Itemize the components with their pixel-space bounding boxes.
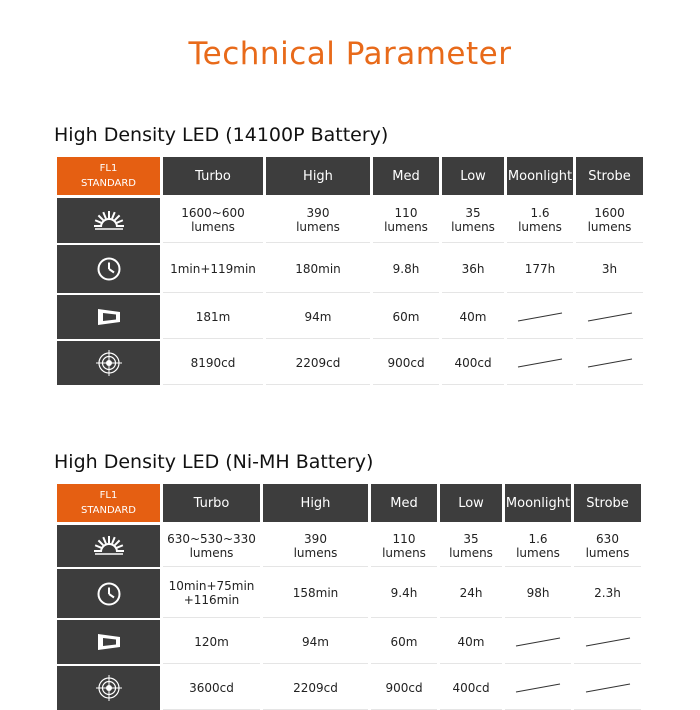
value-text: 35	[463, 531, 479, 546]
value-cell	[263, 569, 368, 618]
mode-header-turbo: Turbo	[163, 484, 260, 522]
value-text: 9.4h	[390, 586, 418, 600]
value-cell	[163, 666, 260, 710]
value-text: 24h	[459, 586, 483, 600]
table-row	[57, 341, 643, 385]
value-text: 40m	[457, 634, 485, 649]
value-text: 110	[394, 206, 418, 220]
value-cell	[574, 569, 641, 618]
value-cell	[505, 620, 571, 664]
table-row	[57, 569, 641, 618]
value-text: 60m	[392, 309, 420, 324]
value-text: lumens	[296, 220, 340, 234]
value-text: lumens	[384, 220, 428, 234]
not-applicable-dash	[583, 680, 633, 696]
value-cell	[507, 295, 573, 339]
target-intensity-icon	[89, 348, 129, 378]
table-row	[57, 245, 643, 293]
value-text: 35	[465, 206, 481, 220]
model-label: FL1	[99, 163, 118, 174]
not-applicable-dash	[513, 680, 563, 696]
value-text: 390	[306, 206, 330, 220]
value-cell	[163, 341, 263, 385]
value-cell	[440, 569, 502, 618]
brightness-icon	[89, 206, 129, 236]
value-cell	[507, 245, 573, 293]
value-cell	[442, 198, 504, 243]
section-heading: High Density LED (14100P Battery)	[54, 124, 389, 146]
value-text: 181m	[195, 309, 231, 324]
value-cell	[163, 525, 260, 567]
not-applicable-dash	[513, 634, 563, 650]
value-text: 3600cd	[189, 680, 234, 695]
value-cell	[266, 245, 370, 293]
value-cell	[576, 295, 643, 339]
value-text: lumens	[191, 220, 235, 234]
value-cell	[371, 569, 437, 618]
value-text: 2.3h	[594, 586, 621, 600]
value-cell	[440, 620, 502, 664]
value-text: 177h	[524, 261, 556, 276]
value-text: 630	[596, 531, 619, 546]
target-intensity-icon	[89, 673, 129, 703]
value-cell	[163, 569, 260, 618]
row-icon-cell	[57, 620, 160, 664]
value-cell	[263, 620, 368, 664]
value-text: lumens	[516, 545, 560, 560]
value-text: 1600	[594, 206, 625, 220]
value-cell	[263, 666, 368, 710]
not-applicable-dash	[515, 309, 565, 325]
value-text: 180min	[295, 261, 341, 276]
value-text: lumens	[585, 545, 630, 560]
mode-header-moonlight: Moonlight	[505, 484, 571, 522]
beam-distance-icon	[89, 302, 129, 332]
value-text: 94m	[304, 309, 332, 324]
value-text: 120m	[194, 634, 229, 649]
row-icon-cell	[57, 569, 160, 618]
row-icon-cell	[57, 295, 160, 339]
value-text: lumens	[449, 545, 493, 560]
value-text: 8190cd	[190, 355, 236, 370]
standard-label: STANDARD	[80, 505, 136, 516]
value-cell	[576, 341, 643, 385]
model-standard-label	[57, 157, 160, 195]
value-text: 1600~600	[181, 206, 245, 220]
mode-header-moonlight: Moonlight	[507, 157, 573, 195]
value-cell	[266, 341, 370, 385]
value-text: 10min+75min	[168, 579, 255, 593]
mode-header-turbo: Turbo	[163, 157, 263, 195]
value-cell	[373, 295, 439, 339]
value-cell	[505, 569, 571, 618]
row-icon-cell	[57, 341, 160, 385]
spec-table	[54, 484, 644, 710]
value-cell	[371, 620, 437, 664]
row-icon-cell	[57, 525, 160, 567]
value-cell	[163, 620, 260, 664]
value-cell	[507, 198, 573, 243]
value-cell	[373, 245, 439, 293]
value-text: lumens	[587, 220, 632, 234]
value-cell	[163, 245, 263, 293]
value-text: 9.8h	[392, 261, 420, 276]
row-icon-cell	[57, 245, 160, 293]
value-cell	[442, 341, 504, 385]
mode-header-med: Med	[373, 157, 439, 195]
model-label: FL1	[99, 490, 118, 501]
value-text: 3h	[601, 261, 618, 276]
mode-header-high: High	[266, 157, 370, 195]
value-cell	[440, 666, 502, 710]
value-cell	[505, 666, 571, 710]
value-cell	[442, 245, 504, 293]
value-text: 900cd	[387, 355, 425, 370]
value-text: lumens	[189, 545, 234, 560]
model-standard-label	[57, 484, 160, 522]
value-text: 400cd	[454, 355, 492, 370]
not-applicable-dash	[515, 355, 565, 371]
page-title: Technical Parameter	[188, 36, 512, 72]
not-applicable-dash	[585, 309, 635, 325]
value-text: 1.6	[528, 531, 548, 546]
table-row	[57, 295, 643, 339]
value-text: +116min	[183, 593, 240, 607]
value-cell	[163, 295, 263, 339]
table-row	[57, 620, 641, 664]
value-text: 390	[304, 531, 327, 546]
value-cell	[505, 525, 571, 567]
mode-header-strobe: Strobe	[574, 484, 641, 522]
value-cell	[576, 245, 643, 293]
value-text: 94m	[302, 634, 329, 649]
row-icon-cell	[57, 198, 160, 243]
value-cell	[574, 666, 641, 710]
mode-header-low: Low	[442, 157, 504, 195]
value-text: lumens	[518, 220, 562, 234]
value-cell	[371, 525, 437, 567]
mode-header-med: Med	[371, 484, 437, 522]
section-heading: High Density LED (Ni-MH Battery)	[54, 451, 374, 473]
value-text: 900cd	[385, 680, 423, 695]
value-cell	[574, 525, 641, 567]
value-text: 98h	[526, 586, 550, 600]
value-text: 110	[392, 531, 416, 546]
value-text: lumens	[293, 545, 338, 560]
value-text: 158min	[292, 586, 339, 600]
value-cell	[263, 525, 368, 567]
value-cell	[371, 666, 437, 710]
value-cell	[576, 198, 643, 243]
brightness-icon	[89, 531, 129, 561]
value-text: lumens	[451, 220, 495, 234]
table-row	[57, 198, 643, 243]
value-text: lumens	[382, 545, 426, 560]
table-header-row	[57, 484, 641, 522]
value-cell	[373, 341, 439, 385]
value-cell	[507, 341, 573, 385]
value-cell	[440, 525, 502, 567]
value-text: 400cd	[452, 680, 490, 695]
not-applicable-dash	[585, 355, 635, 371]
value-text: 2209cd	[295, 355, 341, 370]
value-text: 40m	[459, 309, 487, 324]
table-row	[57, 666, 641, 710]
value-text: 60m	[390, 634, 418, 649]
mode-header-high: High	[263, 484, 368, 522]
value-text: 1.6	[530, 206, 550, 220]
value-text: 1min+119min	[170, 261, 256, 276]
value-text: 36h	[461, 261, 485, 276]
standard-label: STANDARD	[80, 178, 136, 189]
value-cell	[163, 198, 263, 243]
not-applicable-dash	[583, 634, 633, 650]
beam-distance-icon	[89, 627, 129, 657]
value-cell	[373, 198, 439, 243]
value-cell	[574, 620, 641, 664]
clock-icon	[89, 579, 129, 609]
table-row	[57, 525, 641, 567]
value-text: 630~530~330	[167, 531, 256, 546]
value-cell	[266, 295, 370, 339]
value-cell	[442, 295, 504, 339]
row-icon-cell	[57, 666, 160, 710]
mode-header-low: Low	[440, 484, 502, 522]
spec-table	[54, 157, 646, 385]
value-text: 2209cd	[293, 680, 338, 695]
clock-icon	[89, 254, 129, 284]
mode-header-strobe: Strobe	[576, 157, 643, 195]
table-header-row	[57, 157, 643, 195]
value-cell	[266, 198, 370, 243]
